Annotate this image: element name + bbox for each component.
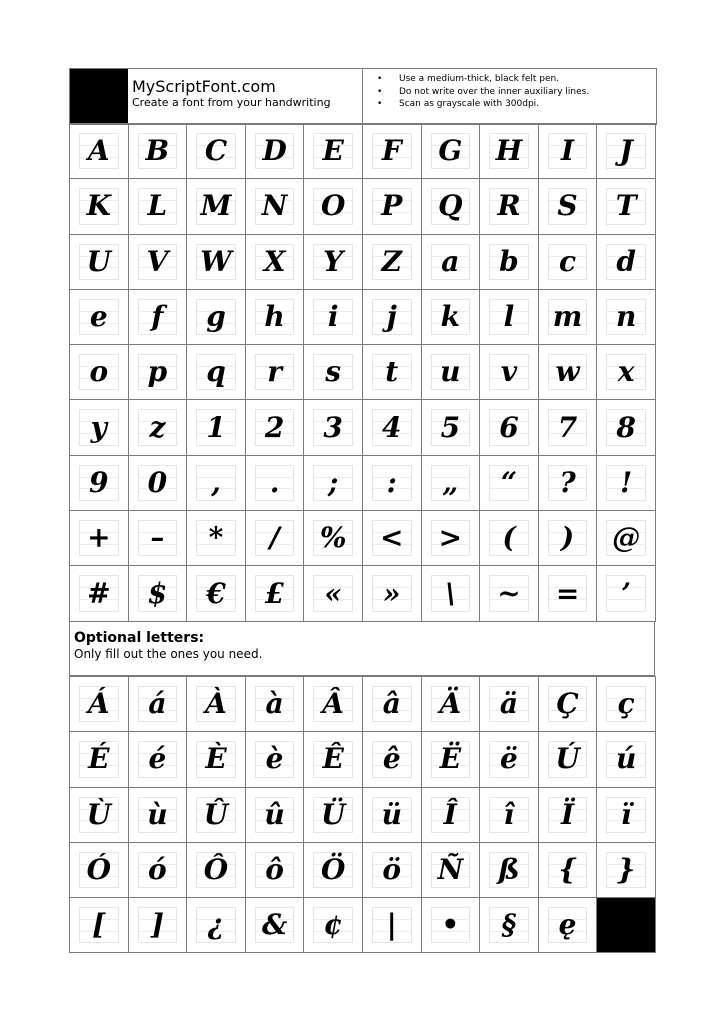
instructions-box xyxy=(363,69,656,124)
handwritten-glyph: S xyxy=(557,189,578,223)
glyph-cell xyxy=(480,566,539,621)
glyph-cell xyxy=(187,843,246,898)
glyph-cell xyxy=(304,235,363,290)
handwritten-glyph: á xyxy=(148,687,167,721)
handwritten-glyph: p xyxy=(147,355,168,389)
handwritten-glyph: I xyxy=(560,134,575,168)
glyph-cell xyxy=(363,843,422,898)
handwritten-glyph: s xyxy=(325,355,342,389)
glyph-cell xyxy=(246,788,305,843)
handwritten-glyph: r xyxy=(267,355,282,389)
registration-mark-top-left xyxy=(70,69,128,124)
handwritten-glyph: ô xyxy=(265,853,284,887)
handwritten-glyph: b xyxy=(499,244,519,278)
handwritten-glyph: < xyxy=(380,521,404,555)
handwritten-glyph: f xyxy=(151,300,164,334)
glyph-cell xyxy=(363,677,422,732)
handwritten-glyph: d xyxy=(616,244,636,278)
glyph-cell xyxy=(539,290,598,345)
glyph-cell xyxy=(187,511,246,566)
glyph-cell xyxy=(597,566,656,621)
glyph-cell xyxy=(70,898,129,953)
handwritten-glyph: z xyxy=(149,410,166,444)
glyph-cell xyxy=(187,290,246,345)
handwritten-glyph: M xyxy=(200,189,232,223)
glyph-cell xyxy=(422,235,481,290)
handwritten-glyph: > xyxy=(438,521,463,555)
handwritten-glyph: 2 xyxy=(264,410,285,444)
handwritten-glyph: * xyxy=(208,521,224,555)
glyph-cell xyxy=(129,843,188,898)
handwritten-glyph: Ö xyxy=(320,853,346,887)
glyph-cell xyxy=(422,732,481,787)
handwritten-glyph: Ê xyxy=(322,742,344,776)
handwritten-glyph: 7 xyxy=(557,410,578,444)
glyph-cell xyxy=(70,290,129,345)
handwritten-glyph: : xyxy=(386,465,397,499)
glyph-cell xyxy=(246,400,305,455)
handwritten-glyph: E xyxy=(322,134,344,168)
glyph-cell xyxy=(304,843,363,898)
handwritten-glyph: y xyxy=(90,410,107,444)
handwritten-glyph: ä xyxy=(499,687,519,721)
handwritten-glyph: § xyxy=(501,908,517,942)
handwritten-glyph: ! xyxy=(619,465,633,499)
handwritten-glyph: U xyxy=(86,244,111,278)
glyph-cell xyxy=(129,235,188,290)
glyph-cell xyxy=(129,456,188,511)
glyph-cell xyxy=(480,235,539,290)
handwritten-glyph: ö xyxy=(382,853,402,887)
glyph-cell xyxy=(422,511,481,566)
handwritten-glyph: H xyxy=(495,134,523,168)
glyph-cell xyxy=(422,898,481,953)
glyph-cell xyxy=(480,511,539,566)
handwritten-glyph: N xyxy=(261,189,288,223)
glyph-cell xyxy=(363,456,422,511)
glyph-cell xyxy=(539,677,598,732)
glyph-cell xyxy=(363,235,422,290)
optional-title: Optional letters: xyxy=(74,630,205,646)
glyph-cell xyxy=(187,235,246,290)
handwritten-glyph: ~ xyxy=(497,576,521,610)
glyph-cell xyxy=(597,345,656,400)
glyph-cell xyxy=(422,456,481,511)
handwritten-glyph: ) xyxy=(560,521,575,555)
glyph-cell xyxy=(129,898,188,953)
handwritten-glyph: m xyxy=(552,300,583,334)
handwritten-glyph: t xyxy=(385,355,399,389)
handwritten-glyph: W xyxy=(200,244,232,278)
glyph-cell xyxy=(70,345,129,400)
glyph-cell xyxy=(246,843,305,898)
handwritten-glyph: u xyxy=(440,355,461,389)
handwritten-glyph: R xyxy=(497,189,521,223)
glyph-cell xyxy=(304,788,363,843)
glyph-cell xyxy=(480,345,539,400)
glyph-cell xyxy=(539,511,598,566)
glyph-cell xyxy=(480,179,539,234)
glyph-cell xyxy=(422,179,481,234)
handwritten-glyph: x xyxy=(617,355,635,389)
handwritten-glyph: Ñ xyxy=(437,853,464,887)
handwritten-glyph: , xyxy=(211,465,221,499)
handwritten-glyph: a xyxy=(441,244,460,278)
handwritten-glyph: Q xyxy=(438,189,463,223)
handwritten-glyph: Î xyxy=(443,797,457,831)
instruction-item: • Do not write over the inner auxiliary lines. xyxy=(377,86,656,99)
glyph-cell xyxy=(597,788,656,843)
glyph-cell xyxy=(70,788,129,843)
handwritten-glyph: + xyxy=(87,521,111,555)
handwritten-glyph: Y xyxy=(323,244,344,278)
glyph-cell xyxy=(246,235,305,290)
handwritten-glyph: â xyxy=(382,687,401,721)
glyph-cell xyxy=(129,179,188,234)
handwritten-glyph: Z xyxy=(381,244,402,278)
handwritten-glyph: “ xyxy=(500,465,517,499)
site-subtitle: Create a font from your handwriting xyxy=(132,96,331,109)
handwritten-glyph: à xyxy=(265,687,284,721)
optional-character-grid xyxy=(69,676,656,953)
handwritten-glyph: Ù xyxy=(86,797,111,831)
handwritten-glyph: é xyxy=(148,742,167,776)
handwritten-glyph: V xyxy=(146,244,169,278)
handwritten-glyph: @ xyxy=(612,521,641,555)
glyph-cell xyxy=(129,677,188,732)
handwritten-glyph: | xyxy=(386,908,397,942)
handwritten-glyph: ï xyxy=(620,797,632,831)
glyph-cell xyxy=(422,843,481,898)
handwritten-glyph: $ xyxy=(147,576,168,610)
handwritten-glyph: ü xyxy=(381,797,402,831)
handwritten-glyph: T xyxy=(615,189,637,223)
handwritten-glyph: Ë xyxy=(439,742,462,776)
glyph-cell xyxy=(246,124,305,179)
handwritten-glyph: F xyxy=(381,134,402,168)
glyph-cell xyxy=(70,677,129,732)
optional-letters-header xyxy=(69,621,655,676)
handwritten-glyph: k xyxy=(440,300,461,334)
handwritten-glyph: O xyxy=(320,189,346,223)
handwritten-glyph: \ xyxy=(445,576,456,610)
instruction-item: • Scan as grayscale with 300dpi. xyxy=(377,98,656,111)
handwritten-glyph: £ xyxy=(264,576,285,610)
glyph-cell xyxy=(187,400,246,455)
glyph-cell xyxy=(129,566,188,621)
glyph-cell xyxy=(480,400,539,455)
glyph-cell xyxy=(246,677,305,732)
handwritten-glyph: ( xyxy=(502,521,516,555)
glyph-cell xyxy=(304,456,363,511)
glyph-cell xyxy=(539,235,598,290)
glyph-cell xyxy=(422,788,481,843)
title-box xyxy=(128,69,363,124)
handwritten-glyph: e xyxy=(89,300,108,334)
glyph-cell xyxy=(597,456,656,511)
glyph-cell xyxy=(129,124,188,179)
handwritten-glyph: & xyxy=(261,908,288,942)
handwritten-glyph: ê xyxy=(382,742,401,776)
handwritten-glyph: n xyxy=(615,300,637,334)
handwritten-glyph: 6 xyxy=(499,410,519,444)
handwritten-glyph: Ä xyxy=(439,687,462,721)
handwritten-glyph: { xyxy=(558,853,577,887)
handwritten-glyph: # xyxy=(87,576,111,610)
glyph-cell xyxy=(597,511,656,566)
handwritten-glyph: è xyxy=(265,742,284,776)
glyph-cell xyxy=(70,400,129,455)
glyph-cell xyxy=(129,290,188,345)
glyph-cell xyxy=(129,732,188,787)
glyph-cell xyxy=(363,788,422,843)
handwritten-glyph: c xyxy=(559,244,577,278)
handwritten-glyph: [ xyxy=(92,908,106,942)
handwritten-glyph: w xyxy=(555,355,580,389)
glyph-cell xyxy=(480,677,539,732)
glyph-cell xyxy=(539,788,598,843)
glyph-cell xyxy=(187,345,246,400)
glyph-cell xyxy=(187,898,246,953)
glyph-cell xyxy=(363,400,422,455)
glyph-cell xyxy=(304,124,363,179)
site-title: MyScriptFont.com xyxy=(132,77,276,96)
glyph-cell xyxy=(304,511,363,566)
glyph-cell xyxy=(187,456,246,511)
handwritten-glyph: û xyxy=(264,797,285,831)
handwritten-glyph: ú xyxy=(615,742,637,776)
handwritten-glyph: D xyxy=(262,134,287,168)
handwritten-glyph: o xyxy=(89,355,109,389)
handwritten-glyph: / xyxy=(269,521,280,555)
glyph-cell xyxy=(304,345,363,400)
handwritten-glyph: „ xyxy=(442,465,459,499)
glyph-cell xyxy=(539,456,598,511)
glyph-cell xyxy=(246,511,305,566)
glyph-cell xyxy=(304,898,363,953)
glyph-cell xyxy=(70,566,129,621)
handwritten-glyph: î xyxy=(503,797,515,831)
glyph-cell xyxy=(70,511,129,566)
glyph-cell xyxy=(597,124,656,179)
handwritten-glyph: v xyxy=(500,355,518,389)
handwritten-glyph: • xyxy=(441,908,460,942)
handwritten-glyph: i xyxy=(327,300,339,334)
glyph-cell xyxy=(480,788,539,843)
handwritten-glyph: K xyxy=(86,189,111,223)
glyph-cell xyxy=(480,843,539,898)
handwritten-glyph: . xyxy=(269,465,280,499)
handwritten-glyph: % xyxy=(319,521,347,555)
glyph-cell xyxy=(539,400,598,455)
handwritten-glyph: ¢ xyxy=(323,908,343,942)
glyph-cell xyxy=(246,456,305,511)
glyph-cell xyxy=(246,345,305,400)
main-character-grid xyxy=(69,123,656,622)
handwritten-glyph: ¿ xyxy=(207,908,225,942)
handwritten-glyph: ; xyxy=(328,465,339,499)
glyph-cell xyxy=(304,732,363,787)
glyph-cell xyxy=(246,898,305,953)
handwritten-glyph: h xyxy=(264,300,285,334)
glyph-cell xyxy=(304,677,363,732)
handwritten-glyph: È xyxy=(205,742,227,776)
glyph-cell xyxy=(70,456,129,511)
handwritten-glyph: € xyxy=(206,576,226,610)
handwritten-glyph: l xyxy=(503,300,515,334)
handwritten-glyph: J xyxy=(619,134,633,168)
glyph-cell xyxy=(597,235,656,290)
handwritten-glyph: ó xyxy=(148,853,167,887)
handwritten-glyph: ] xyxy=(150,908,165,942)
glyph-cell xyxy=(597,400,656,455)
registration-mark-bottom-right xyxy=(597,898,656,953)
glyph-cell xyxy=(129,345,188,400)
glyph-cell xyxy=(597,290,656,345)
handwritten-glyph: j xyxy=(386,300,397,334)
handwritten-glyph: Á xyxy=(87,687,110,721)
font-template-sheet xyxy=(69,68,657,951)
glyph-cell xyxy=(363,124,422,179)
glyph-cell xyxy=(422,677,481,732)
handwritten-glyph: Â xyxy=(322,687,345,721)
glyph-cell xyxy=(422,566,481,621)
glyph-cell xyxy=(70,732,129,787)
glyph-cell xyxy=(480,732,539,787)
glyph-cell xyxy=(304,179,363,234)
glyph-cell xyxy=(304,400,363,455)
handwritten-glyph: 3 xyxy=(323,410,343,444)
glyph-cell xyxy=(597,677,656,732)
glyph-cell xyxy=(480,290,539,345)
glyph-cell xyxy=(129,511,188,566)
handwritten-glyph: Û xyxy=(203,797,229,831)
glyph-cell xyxy=(422,400,481,455)
glyph-cell xyxy=(539,345,598,400)
handwritten-glyph: = xyxy=(555,576,580,610)
glyph-cell xyxy=(539,843,598,898)
glyph-cell xyxy=(187,124,246,179)
instruction-item: • Use a medium-thick, black felt pen. xyxy=(377,73,656,86)
handwritten-glyph: B xyxy=(145,134,170,168)
handwritten-glyph: ç xyxy=(617,687,635,721)
handwritten-glyph: Ü xyxy=(320,797,346,831)
glyph-cell xyxy=(363,511,422,566)
glyph-cell xyxy=(70,124,129,179)
glyph-cell xyxy=(539,179,598,234)
glyph-cell xyxy=(246,566,305,621)
handwritten-glyph: Ó xyxy=(86,853,111,887)
handwritten-glyph: A xyxy=(87,134,110,168)
glyph-cell xyxy=(187,732,246,787)
handwritten-glyph: » xyxy=(383,576,401,610)
handwritten-glyph: P xyxy=(381,189,403,223)
glyph-cell xyxy=(187,179,246,234)
handwritten-glyph: } xyxy=(617,853,636,887)
glyph-cell xyxy=(363,566,422,621)
glyph-cell xyxy=(539,566,598,621)
handwritten-glyph: q xyxy=(206,355,226,389)
handwritten-glyph: G xyxy=(438,134,463,168)
glyph-cell xyxy=(597,732,656,787)
handwritten-glyph: ’ xyxy=(621,576,632,610)
glyph-cell xyxy=(597,179,656,234)
glyph-cell xyxy=(187,566,246,621)
glyph-cell xyxy=(480,456,539,511)
handwritten-glyph: ù xyxy=(147,797,168,831)
glyph-cell xyxy=(480,898,539,953)
handwritten-glyph: ę xyxy=(558,908,577,942)
glyph-cell xyxy=(129,788,188,843)
handwritten-glyph: À xyxy=(205,687,227,721)
optional-subtitle: Only fill out the ones you need. xyxy=(74,647,263,661)
handwritten-glyph: – xyxy=(150,521,165,555)
glyph-cell xyxy=(70,179,129,234)
handwritten-glyph: Ô xyxy=(203,853,229,887)
header xyxy=(69,68,657,125)
glyph-cell xyxy=(597,843,656,898)
handwritten-glyph: ë xyxy=(500,742,518,776)
glyph-cell xyxy=(304,566,363,621)
handwritten-glyph: 9 xyxy=(89,465,109,499)
handwritten-glyph: « xyxy=(324,576,342,610)
glyph-cell xyxy=(187,677,246,732)
handwritten-glyph: C xyxy=(204,134,228,168)
glyph-cell xyxy=(422,345,481,400)
glyph-cell xyxy=(363,290,422,345)
glyph-cell xyxy=(304,290,363,345)
handwritten-glyph: Ï xyxy=(560,797,575,831)
glyph-cell xyxy=(539,124,598,179)
handwritten-glyph: Ç xyxy=(556,687,579,721)
glyph-cell xyxy=(363,732,422,787)
handwritten-glyph: L xyxy=(147,189,168,223)
handwritten-glyph: g xyxy=(206,300,226,334)
handwritten-glyph: 1 xyxy=(206,410,226,444)
handwritten-glyph: X xyxy=(263,244,286,278)
handwritten-glyph: Ú xyxy=(555,742,580,776)
glyph-cell xyxy=(422,290,481,345)
glyph-cell xyxy=(187,788,246,843)
glyph-cell xyxy=(539,732,598,787)
glyph-cell xyxy=(246,290,305,345)
glyph-cell xyxy=(363,345,422,400)
glyph-cell xyxy=(539,898,598,953)
glyph-cell xyxy=(70,843,129,898)
glyph-cell xyxy=(363,898,422,953)
glyph-cell xyxy=(422,124,481,179)
handwritten-glyph: 5 xyxy=(440,410,461,444)
handwritten-glyph: ? xyxy=(559,465,576,499)
glyph-cell xyxy=(246,179,305,234)
handwritten-glyph: ß xyxy=(498,853,520,887)
handwritten-glyph: É xyxy=(88,742,110,776)
glyph-cell xyxy=(480,124,539,179)
glyph-cell xyxy=(246,732,305,787)
handwritten-glyph: 4 xyxy=(382,410,402,444)
glyph-cell xyxy=(70,235,129,290)
glyph-cell xyxy=(129,400,188,455)
glyph-cell xyxy=(363,179,422,234)
handwritten-glyph: 0 xyxy=(147,465,168,499)
handwritten-glyph: 8 xyxy=(616,410,636,444)
